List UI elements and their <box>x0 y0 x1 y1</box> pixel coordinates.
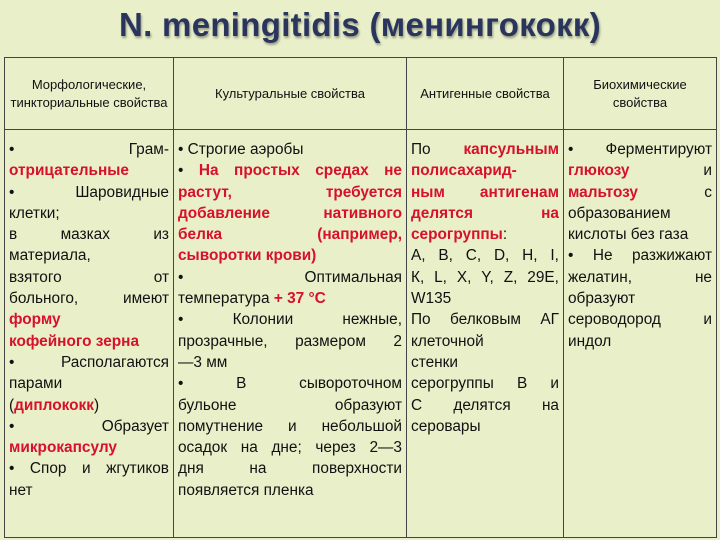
text-line: • На простых средах не <box>178 162 402 180</box>
table-body-row <box>5 130 717 538</box>
text-line: (диплококк) <box>9 396 100 414</box>
table-header-row <box>5 58 717 130</box>
text-line: прозрачные, размером 2 <box>178 332 402 350</box>
text-line: • Ферментируют <box>568 141 712 158</box>
text-line: образуют <box>568 290 636 308</box>
text-line: клеточной <box>411 332 484 350</box>
text-line: • Строгие аэробы <box>178 141 304 158</box>
text-line: • Грам- <box>9 139 169 160</box>
text-line: микрокапсулу <box>9 439 117 457</box>
text-line: • Колонии нежные, <box>178 311 402 329</box>
text-line: парами <box>9 375 63 393</box>
text-line: сероводород и <box>568 311 712 329</box>
text-line: полисахарид- <box>411 162 517 180</box>
text-line: мальтозу с <box>568 183 712 201</box>
text-line: отрицательные <box>9 162 129 180</box>
text-line: материала, <box>9 247 91 265</box>
header-morphology: Морфологические, тинкториальные свойства <box>5 58 174 130</box>
page-title: N. meningitidis (менингококк) <box>118 6 601 43</box>
text-line: форму <box>9 311 61 329</box>
text-line: С делятся на <box>411 396 559 414</box>
text-line: • Образует <box>9 417 169 435</box>
text-line: кофейного зерна <box>9 332 140 350</box>
text-line: • Шаровидные <box>9 183 169 201</box>
text-line: глюкозу и <box>568 162 712 180</box>
text-line: стенки <box>411 353 458 371</box>
text-line: появляется пленка <box>178 481 314 499</box>
text-line: • Располагаются <box>9 353 169 371</box>
text-line: образованием <box>568 204 671 222</box>
text-line: помутнение и небольшой <box>178 417 402 435</box>
text-line: желатин, не <box>568 268 712 286</box>
cell-antigenic <box>407 130 564 538</box>
text-line: дня на поверхности <box>178 460 402 478</box>
text-line: бульоне образуют <box>178 396 402 414</box>
header-antigenic: Антигенные свойства <box>407 58 564 130</box>
header-cultural: Культуральные свойства <box>174 58 407 130</box>
text-line: клетки; <box>9 204 60 222</box>
text-line: добавление нативного <box>178 204 402 222</box>
text-line: • В сывороточном <box>178 375 402 393</box>
text-line: растут, требуется <box>178 183 402 201</box>
text-line: в мазках из <box>9 226 169 244</box>
text-line: • Спор и жгутиков <box>9 460 169 478</box>
text-line: —3 мм <box>178 353 228 371</box>
text-line: По капсульным <box>411 141 559 158</box>
cell-morphology <box>5 130 174 538</box>
text-line: • Оптимальная <box>178 268 402 286</box>
text-line: сыворотки крови) <box>178 247 317 265</box>
cell-biochemical <box>564 130 717 538</box>
text-line: белка (например, <box>178 226 402 244</box>
text-line: А, В, С, D, Н, I, <box>411 247 559 265</box>
text-line: По белковым АГ <box>411 311 559 329</box>
cell-cultural <box>174 130 407 538</box>
text-line: делятся на <box>411 204 559 222</box>
text-line: W135 <box>411 290 452 308</box>
text-line: ным антигенам <box>411 183 559 201</box>
header-biochemical: Биохимические свойства <box>564 58 717 130</box>
text-line: кислоты без газа <box>568 226 689 244</box>
text-line: температура + 37 °С <box>178 290 326 308</box>
text-line: • Не разжижают <box>568 247 712 265</box>
text-line: взятого от <box>9 268 169 286</box>
text-line: индол <box>568 332 612 350</box>
properties-table <box>4 57 717 538</box>
text-line: нет <box>9 481 33 499</box>
text-line: серогруппы: <box>411 226 508 244</box>
text-line: серовары <box>411 417 481 435</box>
text-line: больного, имеют <box>9 290 169 308</box>
text-line: серогруппы В и <box>411 375 559 393</box>
text-line: Грам- <box>128 141 169 158</box>
text-line: осадок на дне; через 2—3 <box>178 439 402 457</box>
text-line: К, L, X, Y, Z, 29E, <box>411 268 559 286</box>
